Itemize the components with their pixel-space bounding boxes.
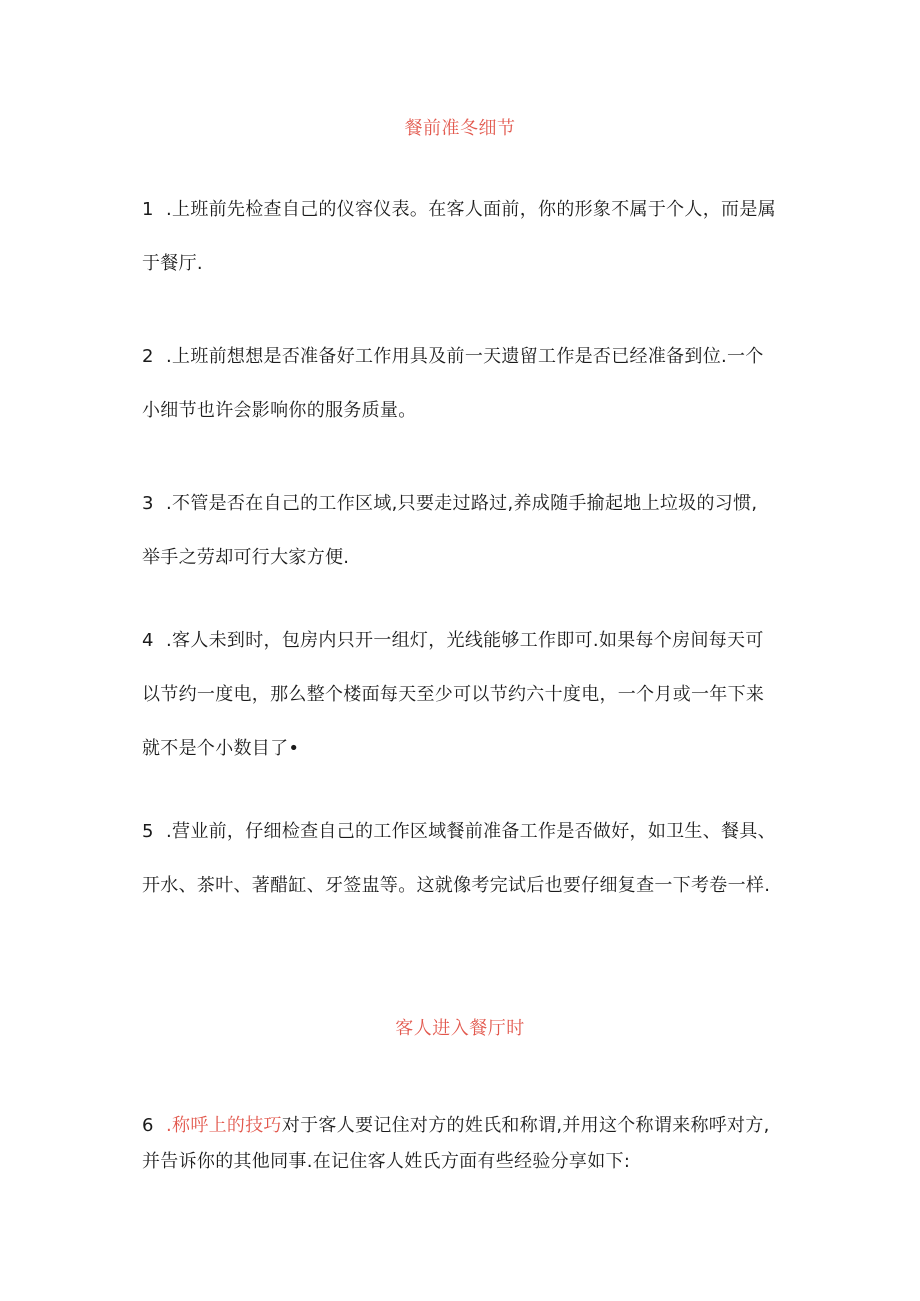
item-text: 上班前先检查自己的仪容仪表。在客人面前，你的形象不属于个人，而是属	[172, 199, 776, 220]
section-title-guest-arrival: 客人进入餐厅时	[395, 1018, 525, 1039]
item-number: 2	[142, 346, 154, 367]
item-number: 5	[142, 821, 154, 842]
item-text: 并告诉你的其他同事.在记住客人姓氏方面有些经验分享如下:	[142, 1151, 631, 1172]
item-number: 4	[142, 630, 154, 651]
list-item	[142, 805, 792, 913]
item-text: 营业前，仔细检查自己的工作区域餐前准备工作是否做好，如卫生、餐具、	[172, 821, 776, 842]
list-item	[142, 183, 792, 291]
item-prefix: .	[166, 346, 173, 367]
list-item	[142, 330, 792, 438]
item-prefix: .	[166, 199, 173, 220]
item-text: 上班前想想是否准备好工作用具及前一天遗留工作是否已经准备到位.一个	[172, 346, 764, 367]
item-text: 客人未到时，包房内只开一组灯，光线能够工作即可.如果每个房间每天可	[172, 630, 764, 651]
item-prefix: .	[166, 630, 173, 651]
item-text: 于餐厅.	[142, 253, 203, 274]
item-prefix: .	[166, 493, 173, 514]
item-number: 1	[142, 199, 154, 220]
section-title-pre-meal: 餐前准冬细节	[404, 118, 516, 139]
highlight-title: .称呼上的技巧	[166, 1115, 282, 1136]
item-text: 不管是否在自己的工作区域,只要走过路过,养成随手揄起地上垃圾的习惯,	[172, 493, 758, 514]
list-item	[142, 477, 792, 585]
item-text: 对于客人要记住对方的姓氏和称谓,并用这个称谓来称呼对方,	[281, 1115, 770, 1136]
item-prefix: .	[166, 821, 173, 842]
list-item	[142, 1108, 792, 1180]
item-text: 举手之劳却可行大家方便.	[142, 547, 350, 568]
item-text: 以节约一度电，那么整个楼面每天至少可以节约六十度电，一个月或一年下来	[142, 684, 765, 705]
item-number: 3	[142, 493, 154, 514]
item-text: 小细节也许会影响你的服务质量。	[142, 400, 417, 421]
list-item	[142, 614, 792, 776]
item-number: 6	[142, 1115, 154, 1136]
item-text: 开水、茶叶、著醋缸、牙签盅等。这就像考完试后也要仔细复查一下考卷一样.	[142, 875, 771, 896]
item-text: 就不是个小数目了•	[142, 738, 300, 759]
